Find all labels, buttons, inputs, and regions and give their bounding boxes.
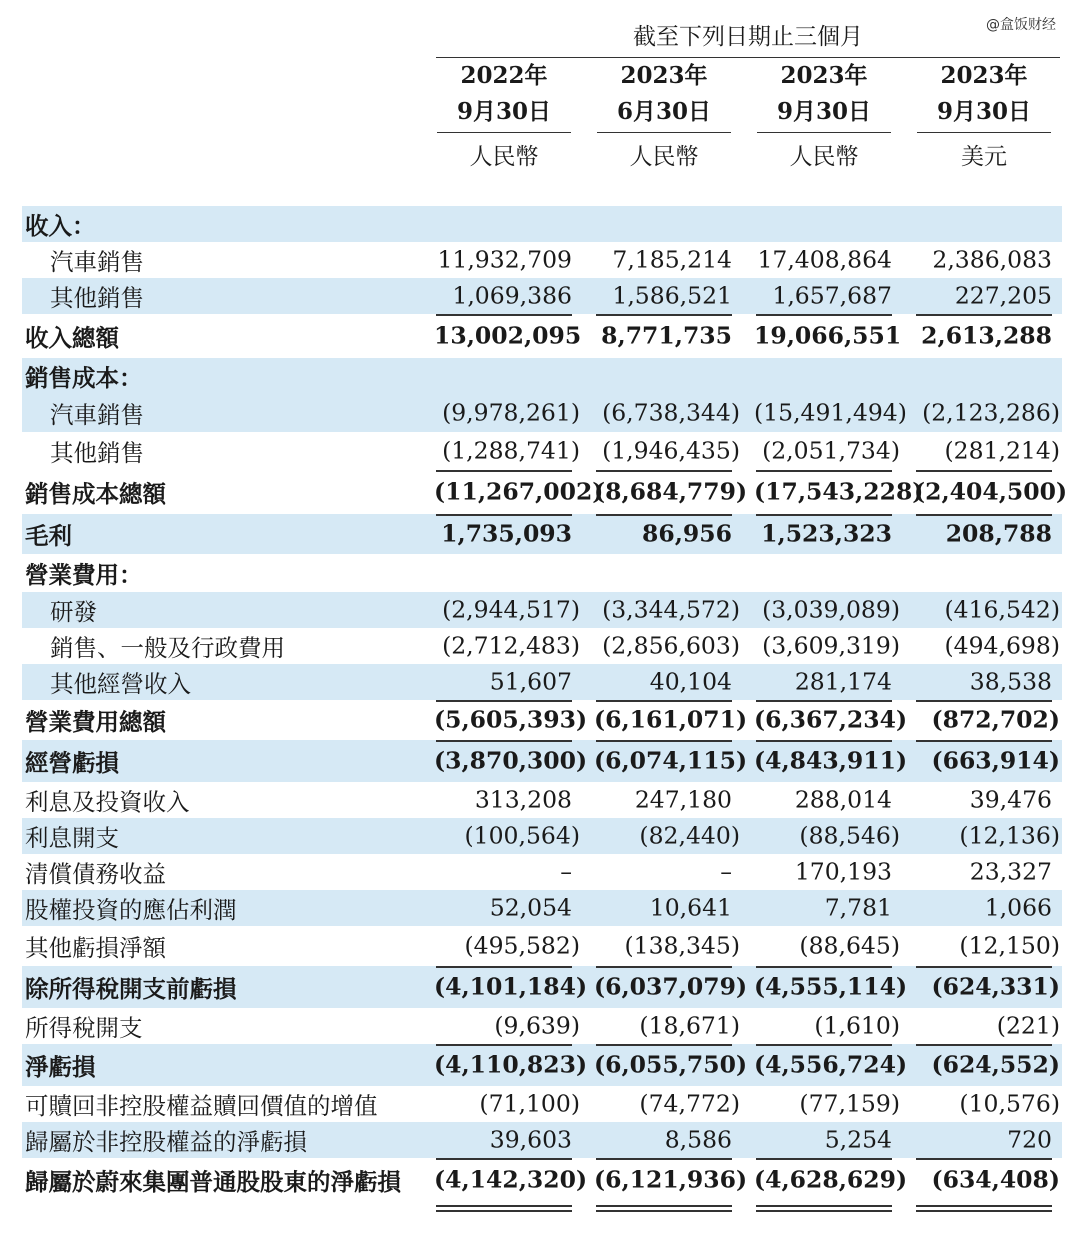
- subtotal-rule: [596, 514, 732, 516]
- cell-value: (8,684,779): [594, 477, 748, 506]
- subtotal-rule: [436, 1158, 572, 1160]
- subtotal-rule: [436, 740, 572, 742]
- table-row: [22, 1008, 1062, 1044]
- cell-value: (10,576): [959, 1089, 1060, 1118]
- cell-value: (82,440): [639, 821, 740, 850]
- cell-value: (6,074,115): [594, 746, 748, 775]
- cell-value: (221): [996, 1011, 1060, 1040]
- cell-value: 7,781: [824, 893, 892, 922]
- row-label: 營業費用：: [25, 561, 143, 589]
- cell-value: (4,142,320): [434, 1165, 588, 1194]
- column-year: 2023年: [780, 62, 868, 89]
- column-date: 9月30日: [437, 94, 571, 133]
- cell-value: (495,582): [464, 931, 580, 960]
- cell-value: (2,051,734): [762, 436, 900, 465]
- row-label: 毛利: [25, 522, 72, 550]
- cell-value: (872,702): [931, 705, 1060, 734]
- cell-value: (74,772): [639, 1089, 740, 1118]
- table-row: [22, 470, 1068, 514]
- cell-value: 38,538: [969, 667, 1052, 696]
- subtotal-rule: [596, 470, 732, 472]
- cell-value: (2,944,517): [442, 595, 580, 624]
- subtotal-rule: [916, 514, 1052, 516]
- subtotal-rule: [436, 1044, 572, 1046]
- cell-value: (416,542): [944, 595, 1060, 624]
- cell-value: 1,657,687: [772, 281, 892, 310]
- subtotal-rule: [916, 740, 1052, 742]
- table-row: [22, 554, 1062, 592]
- subtotal-rule: [596, 314, 732, 316]
- table-row: [22, 358, 1062, 394]
- table-row: [22, 592, 1062, 628]
- cell-value: 8,586: [664, 1125, 732, 1154]
- cell-value: (3,344,572): [602, 595, 740, 624]
- cell-value: (6,738,344): [602, 398, 740, 427]
- cell-value: (12,150): [959, 931, 1060, 960]
- cell-value: 281,174: [794, 667, 892, 696]
- cell-value: –: [720, 857, 732, 886]
- income-statement-table: [22, 206, 1068, 1202]
- cell-value: 170,193: [794, 857, 892, 886]
- cell-value: 720: [1007, 1125, 1052, 1154]
- table-row: [22, 1158, 1062, 1202]
- cell-value: (1,288,741): [442, 436, 580, 465]
- cell-value: (5,605,393): [434, 705, 588, 734]
- subtotal-rule: [756, 1158, 892, 1160]
- cell-value: 52,054: [489, 893, 572, 922]
- subtotal-rule: [916, 700, 1052, 702]
- table-row: [22, 700, 1062, 740]
- subtotal-rule: [916, 966, 1052, 968]
- row-label: 可贖回非控股權益贖回價值的增值: [25, 1092, 378, 1120]
- cell-value: 40,104: [649, 667, 732, 696]
- table-row: [22, 432, 1062, 470]
- cell-value: (6,037,079): [594, 972, 748, 1001]
- cell-value: 1,586,521: [612, 281, 732, 310]
- cell-value: (138,345): [624, 931, 740, 960]
- subtotal-rule: [596, 966, 732, 968]
- row-label: 歸屬於蔚來集團普通股股東的淨虧損: [25, 1168, 401, 1196]
- column-year: 2022年: [460, 62, 548, 89]
- cell-value: (4,101,184): [434, 972, 588, 1001]
- subtotal-rule: [436, 314, 572, 316]
- row-label: 清償債務收益: [25, 860, 166, 888]
- cell-value: (4,110,823): [434, 1050, 588, 1079]
- column-header-3: [757, 58, 891, 175]
- column-year: 2023年: [940, 62, 1028, 89]
- table-row: [22, 206, 1062, 242]
- cell-value: (624,331): [931, 972, 1060, 1001]
- subtotal-rule: [596, 700, 732, 702]
- column-date: 6月30日: [597, 94, 731, 133]
- table-row: [22, 1044, 1062, 1086]
- cell-value: (2,712,483): [442, 631, 580, 660]
- total-double-rule: [596, 1205, 732, 1212]
- cell-value: 39,476: [969, 785, 1052, 814]
- column-header-2: [597, 58, 731, 175]
- table-row: [22, 1086, 1062, 1122]
- table-row: [22, 394, 1062, 432]
- row-label: 汽車銷售: [50, 248, 144, 276]
- cell-value: (494,698): [944, 631, 1060, 660]
- table-row: [22, 514, 1062, 554]
- cell-value: (624,552): [931, 1050, 1060, 1079]
- cell-value: (9,978,261): [442, 398, 580, 427]
- cell-value: (11,267,002): [434, 477, 604, 506]
- cell-value: (9,639): [494, 1011, 580, 1040]
- cell-value: (17,543,228): [754, 477, 924, 506]
- total-double-rule: [756, 1205, 892, 1212]
- subtotal-rule: [756, 514, 892, 516]
- row-label: 汽車銷售: [50, 401, 144, 429]
- row-label: 收入總額: [25, 324, 119, 352]
- cell-value: 1,066: [984, 893, 1052, 922]
- table-row: [22, 782, 1062, 818]
- cell-value: 11,932,709: [437, 245, 572, 274]
- row-label: 歸屬於非控股權益的淨虧損: [25, 1128, 307, 1156]
- column-currency: 人民幣: [469, 144, 539, 170]
- cell-value: (6,161,071): [594, 705, 748, 734]
- subtotal-rule: [436, 700, 572, 702]
- cell-value: 7,185,214: [612, 245, 732, 274]
- total-double-rule: [916, 1205, 1052, 1212]
- table-row: [22, 664, 1062, 700]
- cell-value: 313,208: [474, 785, 572, 814]
- total-double-rule: [436, 1205, 572, 1212]
- subtotal-rule: [756, 1044, 892, 1046]
- subtotal-rule: [756, 966, 892, 968]
- cell-value: (88,546): [799, 821, 900, 850]
- table-row: [22, 278, 1062, 314]
- subtotal-rule: [596, 1158, 732, 1160]
- table-row: [22, 818, 1062, 854]
- cell-value: (12,136): [959, 821, 1060, 850]
- cell-value: (88,645): [799, 931, 900, 960]
- row-label: 銷售成本總額: [25, 480, 166, 508]
- subtotal-rule: [596, 740, 732, 742]
- cell-value: 2,613,288: [921, 321, 1052, 350]
- cell-value: (3,870,300): [434, 746, 588, 775]
- column-year: 2023年: [620, 62, 708, 89]
- cell-value: (6,367,234): [754, 705, 908, 734]
- cell-value: –: [560, 857, 572, 886]
- cell-value: 13,002,095: [434, 321, 582, 350]
- table-row: [22, 740, 1062, 782]
- cell-value: 288,014: [794, 785, 892, 814]
- cell-value: 247,180: [634, 785, 732, 814]
- cell-value: (6,121,936): [594, 1165, 748, 1194]
- cell-value: 86,956: [642, 519, 732, 548]
- subtotal-rule: [436, 966, 572, 968]
- cell-value: 10,641: [649, 893, 732, 922]
- column-date: 9月30日: [917, 94, 1051, 133]
- cell-value: (2,856,603): [602, 631, 740, 660]
- subtotal-rule: [916, 314, 1052, 316]
- table-row: [22, 628, 1062, 664]
- subtotal-rule: [756, 740, 892, 742]
- row-label: 銷售、一般及行政費用: [50, 634, 285, 662]
- cell-value: (4,556,724): [754, 1050, 908, 1079]
- row-label: 收入：: [25, 212, 96, 240]
- cell-value: (100,564): [464, 821, 580, 850]
- cell-value: (634,408): [931, 1165, 1060, 1194]
- row-label: 營業費用總額: [25, 708, 166, 736]
- cell-value: (3,039,089): [762, 595, 900, 624]
- subtotal-rule: [436, 470, 572, 472]
- column-currency: 美元: [961, 144, 1007, 170]
- table-row: [22, 966, 1062, 1008]
- row-label: 經營虧損: [25, 749, 119, 777]
- row-label: 其他銷售: [50, 284, 144, 312]
- row-label: 淨虧損: [25, 1053, 96, 1081]
- column-header-1: [437, 58, 571, 175]
- column-date: 9月30日: [757, 94, 891, 133]
- cell-value: (18,671): [639, 1011, 740, 1040]
- cell-value: 5,254: [824, 1125, 892, 1154]
- subtotal-rule: [916, 470, 1052, 472]
- cell-value: 23,327: [969, 857, 1052, 886]
- cell-value: (1,946,435): [602, 436, 740, 465]
- subtotal-rule: [436, 514, 572, 516]
- cell-value: 19,066,551: [754, 321, 902, 350]
- row-label: 其他經營收入: [50, 670, 191, 698]
- row-label: 所得稅開支: [25, 1014, 143, 1042]
- cell-value: (2,123,286): [922, 398, 1060, 427]
- row-label: 利息及投資收入: [25, 788, 190, 816]
- column-currency: 人民幣: [789, 144, 859, 170]
- cell-value: (281,214): [944, 436, 1060, 465]
- row-label: 其他虧損淨額: [25, 934, 166, 962]
- subtotal-rule: [756, 700, 892, 702]
- watermark: @盒饭财经: [986, 17, 1056, 33]
- cell-value: (4,843,911): [754, 746, 908, 775]
- cell-value: 227,205: [954, 281, 1052, 310]
- cell-value: 2,386,083: [932, 245, 1052, 274]
- cell-value: 1,069,386: [452, 281, 572, 310]
- subtotal-rule: [756, 470, 892, 472]
- cell-value: (15,491,494): [754, 398, 907, 427]
- subtotal-rule: [916, 1044, 1052, 1046]
- row-label: 利息開支: [25, 824, 119, 852]
- row-label: 其他銷售: [50, 439, 144, 467]
- table-row: [22, 890, 1062, 926]
- cell-value: (663,914): [931, 746, 1060, 775]
- table-row: [22, 854, 1062, 890]
- cell-value: 39,603: [489, 1125, 572, 1154]
- column-currency: 人民幣: [629, 144, 699, 170]
- cell-value: (2,404,500): [914, 477, 1068, 506]
- cell-value: 1,523,323: [761, 519, 892, 548]
- table-row: [22, 926, 1062, 966]
- table-row: [22, 242, 1062, 278]
- cell-value: 8,771,735: [601, 321, 732, 350]
- cell-value: (3,609,319): [762, 631, 900, 660]
- period-header: 截至下列日期止三個月: [436, 18, 1060, 58]
- cell-value: (6,055,750): [594, 1050, 748, 1079]
- subtotal-rule: [596, 1044, 732, 1046]
- cell-value: (1,610): [814, 1011, 900, 1040]
- cell-value: 17,408,864: [757, 245, 892, 274]
- row-label: 研發: [50, 598, 97, 626]
- cell-value: (77,159): [799, 1089, 900, 1118]
- table-row: [22, 1122, 1062, 1158]
- cell-value: (4,628,629): [754, 1165, 908, 1194]
- row-label: 除所得稅開支前虧損: [25, 975, 237, 1003]
- row-label: 銷售成本：: [25, 364, 143, 392]
- row-label: 股權投資的應佔利潤: [25, 896, 237, 924]
- cell-value: 1,735,093: [441, 519, 572, 548]
- table-row: [22, 314, 1062, 358]
- cell-value: (71,100): [479, 1089, 580, 1118]
- column-header-4: [917, 58, 1051, 175]
- cell-value: 51,607: [489, 667, 572, 696]
- subtotal-rule: [756, 314, 892, 316]
- cell-value: 208,788: [945, 519, 1052, 548]
- cell-value: (4,555,114): [754, 972, 908, 1001]
- subtotal-rule: [916, 1158, 1052, 1160]
